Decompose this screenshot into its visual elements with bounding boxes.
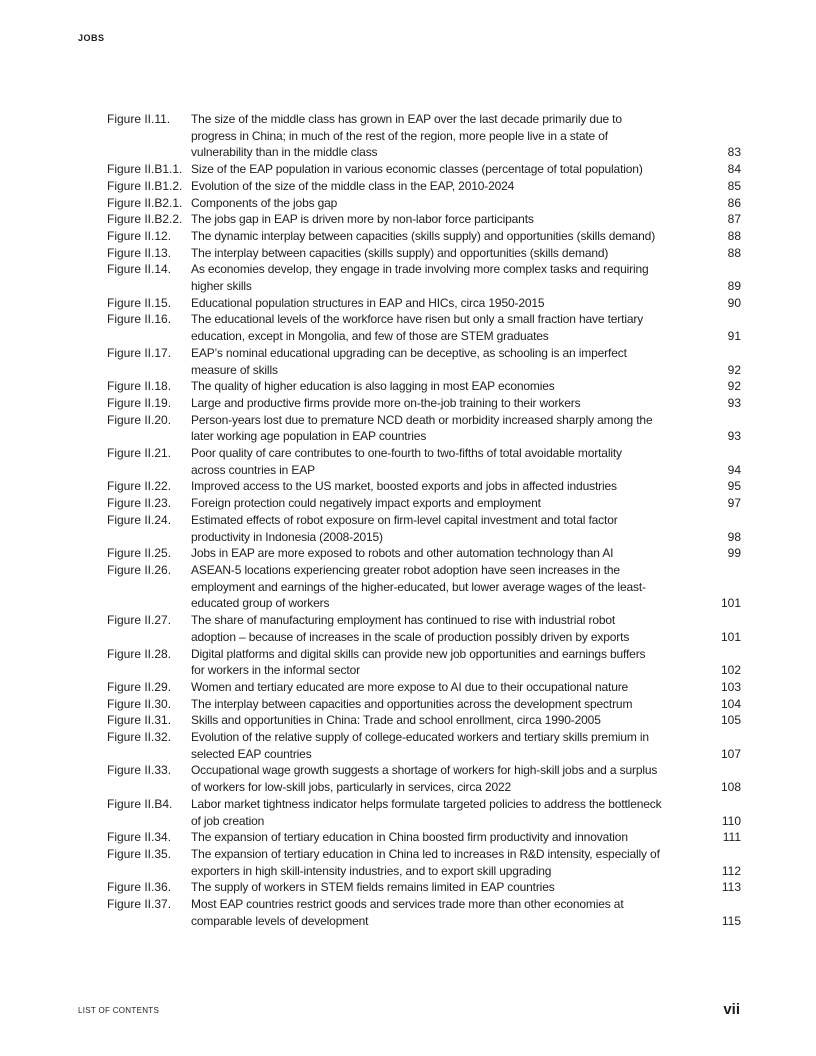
page-number: 85 [727, 178, 741, 193]
figure-title-line: Skills and opportunities in China: Trade and school enrollment, circa 1990-2005 [191, 713, 601, 728]
figure-title-line: measure of skills [191, 362, 278, 377]
toc-entry[interactable] [107, 345, 741, 378]
figure-number: Figure II.24. [107, 512, 172, 527]
figure-title [191, 512, 713, 545]
figure-title-line: The expansion of tertiary education in China boosted firm productivity and innovation [191, 830, 628, 845]
figure-title-line: Women and tertiary educated are more expose to AI due to their occupational nature [191, 679, 629, 694]
page-number: 83 [727, 145, 741, 160]
figure-title-line: Evolution of the size of the middle class in the EAP, 2010-2024 [191, 178, 515, 193]
page-number: 105 [720, 713, 741, 728]
page-number: 93 [727, 429, 741, 444]
toc-entry[interactable] [107, 378, 741, 395]
toc-entry[interactable] [107, 395, 741, 412]
figure-title [191, 245, 713, 262]
toc-entry[interactable] [107, 178, 741, 195]
figure-number: Figure II.32. [107, 730, 172, 745]
figure-title [191, 111, 713, 161]
figure-number: Figure II.13. [107, 245, 172, 260]
running-head: JOBS [78, 33, 105, 43]
toc-entry[interactable] [107, 311, 741, 344]
figure-title [191, 646, 713, 679]
page-number: 103 [720, 679, 741, 694]
figure-title-line: Educational population structures in EAP and HICs, circa 1950-2015 [191, 295, 545, 310]
figure-title-line: Occupational wage growth suggests a shortage of workers for high-skill jobs and a surplus [191, 763, 658, 778]
figure-title-line: Labor market tightness indicator helps formulate targeted policies to address the bottleneck [191, 796, 662, 811]
figure-title [191, 211, 713, 228]
figure-title [191, 612, 713, 645]
page-number: 87 [727, 212, 741, 227]
page-number: 94 [727, 462, 741, 477]
page-number: 108 [720, 780, 741, 795]
toc-entry[interactable] [107, 295, 741, 312]
page-number: 88 [727, 228, 741, 243]
figure-number: Figure II.27. [107, 613, 172, 628]
toc-entry[interactable] [107, 478, 741, 495]
figure-number: Figure II.22. [107, 479, 172, 494]
figure-title [191, 846, 713, 879]
footer-section-label: LIST OF CONTENTS [78, 1006, 160, 1015]
figure-title-line: The educational levels of the workforce have risen but only a small fraction have tertiary [191, 312, 644, 327]
toc-entry[interactable] [107, 896, 741, 929]
toc-entry[interactable] [107, 679, 741, 696]
figure-title-line: across countries in EAP [191, 462, 315, 477]
page-number: 93 [727, 395, 741, 410]
figure-title-line: The expansion of tertiary education in China led to increases in R&D intensity, especially of [191, 846, 660, 861]
figure-title-line: education, except in Mongolia, and few of those are STEM graduates [191, 329, 549, 344]
page-number: 111 [722, 830, 741, 845]
figure-title [191, 762, 713, 795]
figure-number: Figure II.15. [107, 295, 172, 310]
toc-entry[interactable] [107, 729, 741, 762]
page-number: 88 [727, 245, 741, 260]
figure-title [191, 879, 713, 896]
figure-title-line: The quality of higher education is also lagging in most EAP economies [191, 379, 555, 394]
figure-title-line: The supply of workers in STEM fields remains limited in EAP countries [191, 880, 555, 895]
page-number: 101 [720, 596, 741, 611]
toc-entry[interactable] [107, 846, 741, 879]
figure-number: Figure II.23. [107, 496, 172, 511]
figure-title [191, 345, 713, 378]
page-number: 92 [727, 379, 741, 394]
figure-number: Figure II.B1.1. [107, 162, 183, 177]
figure-number: Figure II.29. [107, 679, 172, 694]
figure-title [191, 679, 713, 696]
figure-title [191, 178, 713, 195]
toc-entry[interactable] [107, 545, 741, 562]
figure-title [191, 495, 713, 512]
figure-title-line: The jobs gap in EAP is driven more by non-labor force participants [191, 212, 534, 227]
toc-entry[interactable] [107, 228, 741, 245]
list-of-figures [107, 111, 741, 929]
figure-title [191, 696, 713, 713]
figure-title [191, 195, 713, 212]
figure-title-line: ASEAN-5 locations experiencing greater robot adoption have seen increases in the [191, 562, 620, 577]
page-number: 102 [720, 663, 741, 678]
page-number: 99 [727, 546, 741, 561]
figure-title-line: Foreign protection could negatively impact exports and employment [191, 496, 541, 511]
figure-title-line: Improved access to the US market, boosted exports and jobs in affected industries [191, 479, 617, 494]
figure-number: Figure II.19. [107, 395, 172, 410]
figure-title [191, 395, 713, 412]
figure-title-line: Person-years lost due to premature NCD death or morbidity increased sharply among the [191, 412, 653, 427]
toc-entry[interactable] [107, 161, 741, 178]
figure-title-line: Poor quality of care contributes to one-fourth to two-fifths of total avoidable mortality [191, 446, 622, 461]
figure-title-line: The interplay between capacities and opportunities across the development spectrum [191, 696, 633, 711]
figure-title-line: Size of the EAP population in various economic classes (percentage of total population) [191, 162, 643, 177]
page-number: 92 [727, 362, 741, 377]
figure-title-line: selected EAP countries [191, 746, 312, 761]
toc-entry[interactable] [107, 696, 741, 713]
figure-number: Figure II.B1.2. [107, 178, 183, 193]
toc-entry[interactable] [107, 562, 741, 612]
figure-title-line: Jobs in EAP are more exposed to robots and other automation technology than AI [191, 546, 614, 561]
toc-entry[interactable] [107, 261, 741, 294]
figure-number: Figure II.B2.2. [107, 212, 183, 227]
figure-title [191, 478, 713, 495]
page-number: 101 [720, 629, 741, 644]
figure-title [191, 712, 713, 729]
figure-number: Figure II.B4. [107, 796, 173, 811]
toc-entry[interactable] [107, 412, 741, 445]
figure-number: Figure II.25. [107, 546, 172, 561]
page-number: 86 [727, 195, 741, 210]
figure-title-line: As economies develop, they engage in trade involving more complex tasks and requiring [191, 262, 649, 277]
figure-number: Figure II.30. [107, 696, 172, 711]
figure-title [191, 729, 713, 762]
figure-title [191, 829, 713, 846]
figure-number: Figure II.21. [107, 446, 172, 461]
figure-title-line: for workers in the informal sector [191, 663, 360, 678]
figure-title [191, 796, 713, 829]
page-number: 84 [727, 162, 741, 177]
figure-number: Figure II.26. [107, 562, 172, 577]
figure-title-line: The size of the middle class has grown in EAP over the last decade primarily due to [191, 112, 622, 126]
page-number: 95 [727, 479, 741, 494]
toc-entry[interactable] [107, 195, 741, 212]
page-number: 113 [721, 880, 741, 895]
figure-title-line: EAP’s nominal educational upgrading can be deceptive, as schooling is an imperfect [191, 345, 627, 360]
toc-entry[interactable] [107, 445, 741, 478]
figure-number: Figure II.11. [107, 112, 171, 126]
figure-title [191, 161, 713, 178]
figure-title-line: The dynamic interplay between capacities (skills supply) and opportunities (skills demand) [191, 228, 656, 243]
page-number: 90 [727, 295, 741, 310]
figure-title-line: educated group of workers [191, 596, 330, 611]
figure-title [191, 896, 713, 929]
figure-title-line: employment and earnings of the higher-educated, but lower average wages of the least- [191, 579, 646, 594]
figure-number: Figure II.16. [107, 312, 172, 327]
toc-entry[interactable] [107, 245, 741, 262]
figure-number: Figure II.14. [107, 262, 172, 277]
figure-title-line: of workers for low-skill jobs, particularly in services, circa 2022 [191, 780, 512, 795]
figure-title-line: adoption – because of increases in the scale of production possibly driven by exports [191, 629, 630, 644]
page-number: 91 [727, 329, 741, 344]
figure-number: Figure II.28. [107, 646, 172, 661]
toc-entry[interactable] [107, 879, 741, 896]
figure-title-line: later working age population in EAP countries [191, 429, 427, 444]
figure-title [191, 562, 713, 612]
page-number: 97 [727, 496, 741, 511]
figure-number: Figure II.36. [107, 880, 172, 895]
figure-title [191, 378, 713, 395]
figure-title-line: higher skills [191, 279, 252, 294]
page-number: 115 [721, 913, 741, 928]
figure-title-line: exporters in high skill-intensity industries, and to export skill upgrading [191, 863, 552, 878]
page-number: 98 [727, 529, 741, 544]
toc-entry[interactable] [107, 211, 741, 228]
figure-title [191, 445, 713, 478]
toc-entry[interactable] [107, 646, 741, 679]
figure-title-line: The interplay between capacities (skills supply) and opportunities (skills demand) [191, 245, 609, 260]
figure-title-line: Most EAP countries restrict goods and services trade more than other economies at [191, 897, 624, 912]
toc-entry[interactable] [107, 495, 741, 512]
figure-number: Figure II.12. [107, 228, 172, 243]
footer-page-number: vii [723, 1001, 740, 1018]
figure-number: Figure II.35. [107, 846, 172, 861]
figure-number: Figure II.18. [107, 379, 172, 394]
toc-entry[interactable] [107, 829, 741, 846]
figure-title [191, 311, 713, 344]
figure-title-line: Large and productive firms provide more on-the-job training to their workers [191, 395, 581, 410]
figure-title-line: Components of the jobs gap [191, 195, 338, 210]
figure-number: Figure II.17. [107, 345, 172, 360]
figure-title-line: of job creation [191, 813, 265, 828]
toc-entry[interactable] [107, 796, 741, 829]
figure-number: Figure II.34. [107, 830, 172, 845]
figure-title [191, 295, 713, 312]
page-number: 107 [720, 746, 741, 761]
page-number: 89 [727, 279, 741, 294]
toc-entry[interactable] [107, 762, 741, 795]
figure-number: Figure II.B2.1. [107, 195, 183, 210]
figure-number: Figure II.37. [107, 897, 172, 912]
figure-number: Figure II.33. [107, 763, 172, 778]
page-number: 112 [721, 863, 741, 878]
figure-title [191, 545, 713, 562]
figure-title-line: Evolution of the relative supply of college-educated workers and tertiary skills premium in [191, 730, 649, 745]
toc-entry[interactable] [107, 111, 741, 161]
figure-number: Figure II.20. [107, 412, 172, 427]
figure-title-line: vulnerability than in the middle class [191, 145, 378, 160]
figure-title-line: comparable levels of development [191, 913, 369, 928]
page-number: 104 [720, 696, 741, 711]
figure-title-line: Estimated effects of robot exposure on firm-level capital investment and total factor [191, 512, 618, 527]
toc-entry[interactable] [107, 512, 741, 545]
toc-entry[interactable] [107, 612, 741, 645]
figure-title-line: productivity in Indonesia (2008-2015) [191, 529, 383, 544]
page-number: 110 [721, 813, 741, 828]
figure-title [191, 228, 713, 245]
figure-number: Figure II.31. [107, 713, 172, 728]
figure-title-line: progress in China; in much of the rest of the region, more people live in a state of [191, 128, 608, 143]
toc-entry[interactable] [107, 712, 741, 729]
figure-title-line: The share of manufacturing employment has continued to rise with industrial robot [191, 613, 616, 628]
figure-title [191, 261, 713, 294]
figure-title-line: Digital platforms and digital skills can provide new job opportunities and earnings buffers [191, 646, 646, 661]
figure-title [191, 412, 713, 445]
